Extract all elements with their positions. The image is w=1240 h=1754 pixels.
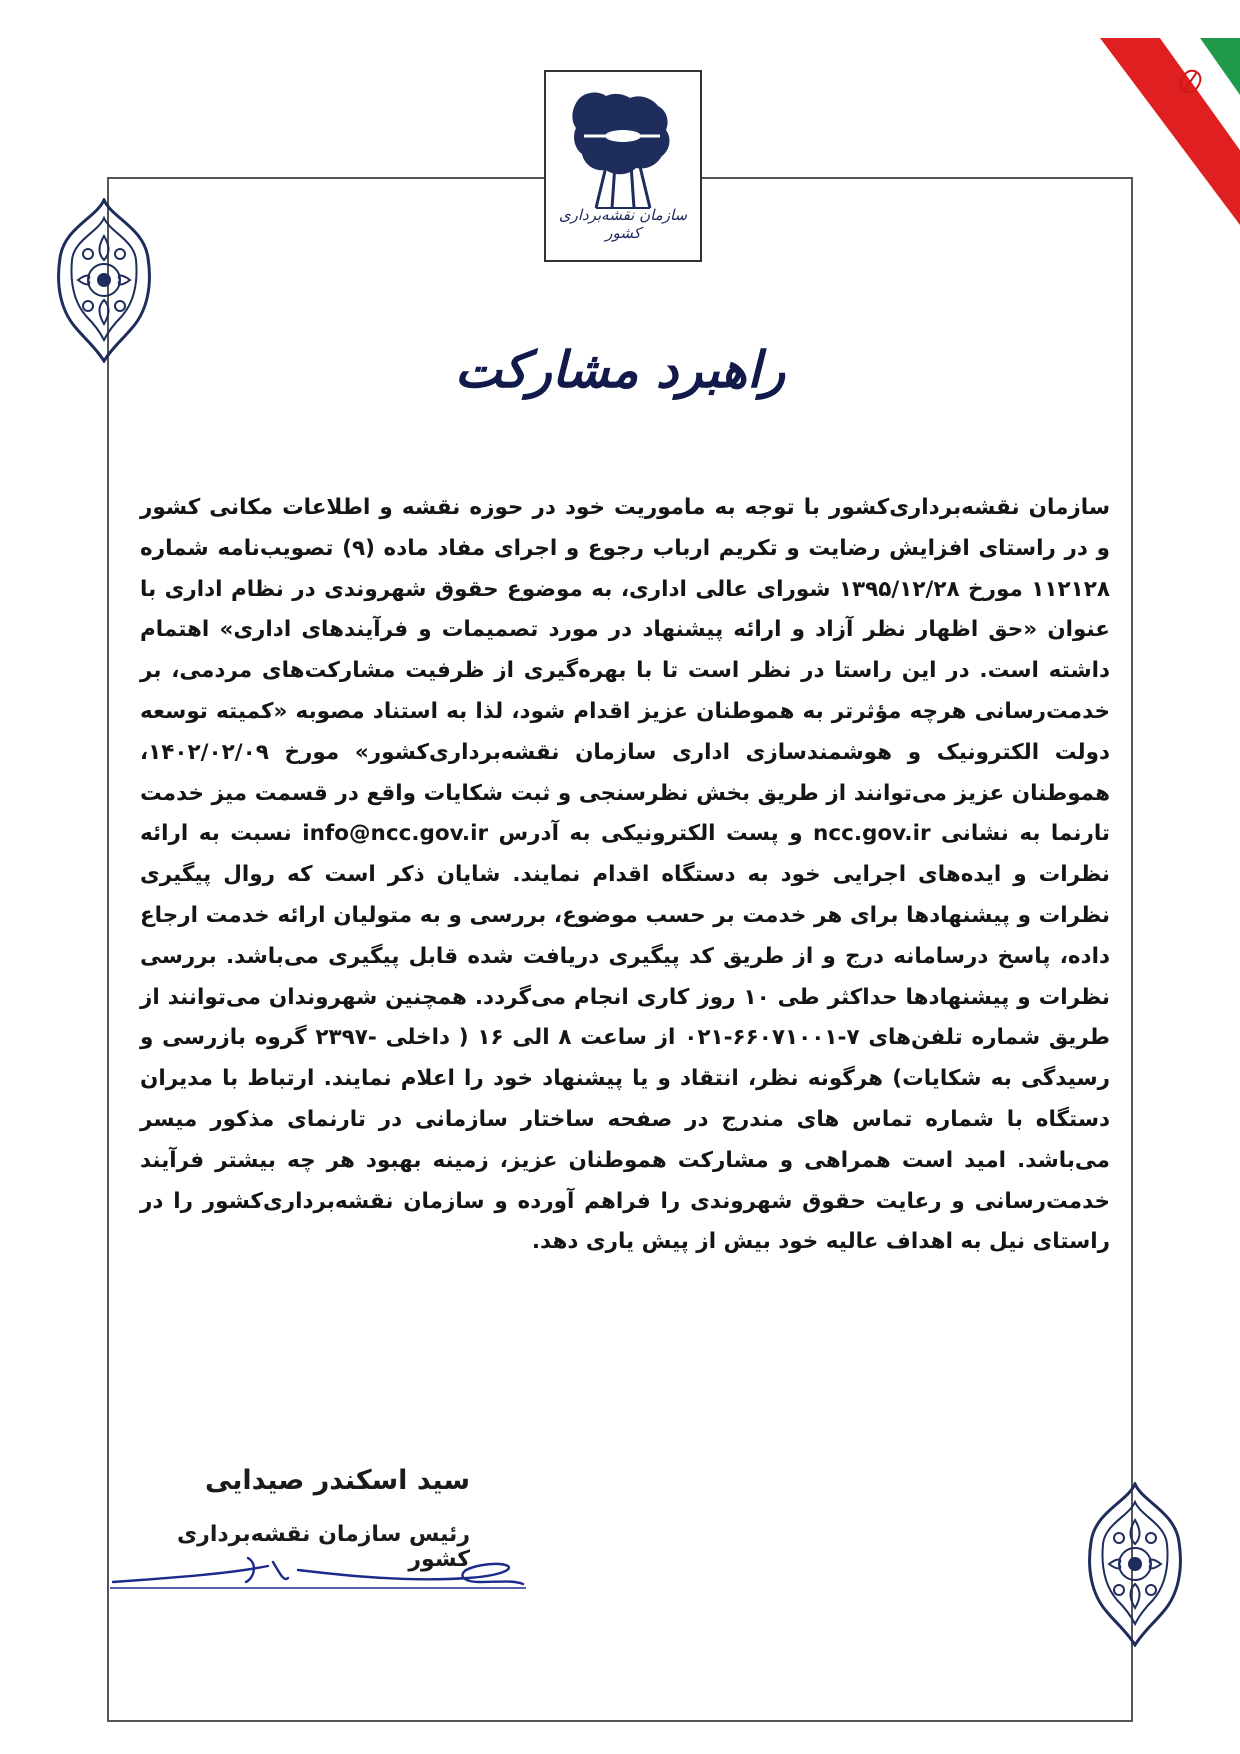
iran-map-logo-icon bbox=[554, 80, 692, 220]
signatory-name: سید اسکندر صیدایی bbox=[204, 1465, 470, 1496]
handwritten-signature bbox=[108, 1548, 528, 1602]
organization-logo bbox=[544, 70, 702, 262]
signatory-title: رئیس سازمان نقشه‌برداری کشور bbox=[177, 1522, 470, 1572]
logo-caption: سازمان نقشه‌برداری کشور bbox=[558, 206, 688, 242]
left-ornament-icon bbox=[52, 198, 157, 367]
right-ornament-icon bbox=[1083, 1482, 1188, 1651]
body-paragraph: سازمان نقشه‌برداری‌کشور با توجه به ماموریت خود در حوزه نقشه و اطلاعات مکانی کشور و در راستای افزایش رضایت و تکریم ارباب رجوع و اجرای مفاد ماده (۹) تصویب‌نامه شماره ۱۱۲۱۲۸ مورخ ۱۳۹۵/۱۲/۲۸ شورای عالی اداری، به موضوع حقوق شهروندی در نظام اداری با عنوان «حق اظهار نظر آزاد و ارائه پیشنهاد در مورد تصمیمات و فرآیندهای اداری» اهتمام داشته است. در این راستا در نظر است تا با بهره‌گیری از ظرفیت مشارکت‌های مردمی، بر خدمت‌رسانی هرچه مؤثرتر به هموطنان عزیز اقدام شود، لذا به استناد مصوبه «کمیته توسعه دولت الکترونیک و هوشمندسازی اداری سازمان نقشه‌برداری‌کشور» مورخ ۱۴۰۲/۰۲/۰۹، هموطنان عزیز می‌توانند از طریق بخش نظرسنجی و ثبت شکایات واقع در قسمت میز خدمت تارنما به نشانی ncc.gov.ir و پست الکترونیکی به آدرس info@ncc.gov.ir نسبت به ارائه نظرات و ایده‌های اجرایی خود به دستگاه اقدام نمایند. شایان ذکر است که روال پیگیری نظرات و پیشنهادها برای هر خدمت بر حسب موضوع، بررسی و به متولیان ارائه خدمت ارجاع داده، پاسخ درسامانه درج و از طریق کد پیگیری دریافت شده قابل پیگیری می‌باشد. بررسی نظرات و پیشنهادها حداکثر طی ۱۰ روز کاری انجام می‌گردد. همچنین شهروندان می‌توانند از طریق شماره تلفن‌های ۷-۶۶۰۷۱۰۰۱-۰۲۱ از ساعت ۸ الی ۱۶ ( داخلی -۲۳۹۷ گروه بازرسی و رسیدگی به شکایات) هرگونه نظر، انتقاد و یا پیشنهاد خود را اعلام نمایند. ارتباط با مدیران دستگاه با شماره تماس های مندرج در صفحه ساختار سازمانی در تارنمای مذکور میسر می‌باشد. امید است همراهی و مشارکت هموطنان عزیز، زمینه بهبود هر چه بیشتر فرآیند خدمت‌رسانی و رعایت حقوق شهروندی را فراهم آورده و سازمان نقشه‌برداری‌کشور را در راستای نیل به اهداف عالیه خود بیش از پیش یاری دهد. bbox=[140, 495, 1111, 1255]
document-title: راهبرد مشارکت bbox=[454, 340, 786, 399]
